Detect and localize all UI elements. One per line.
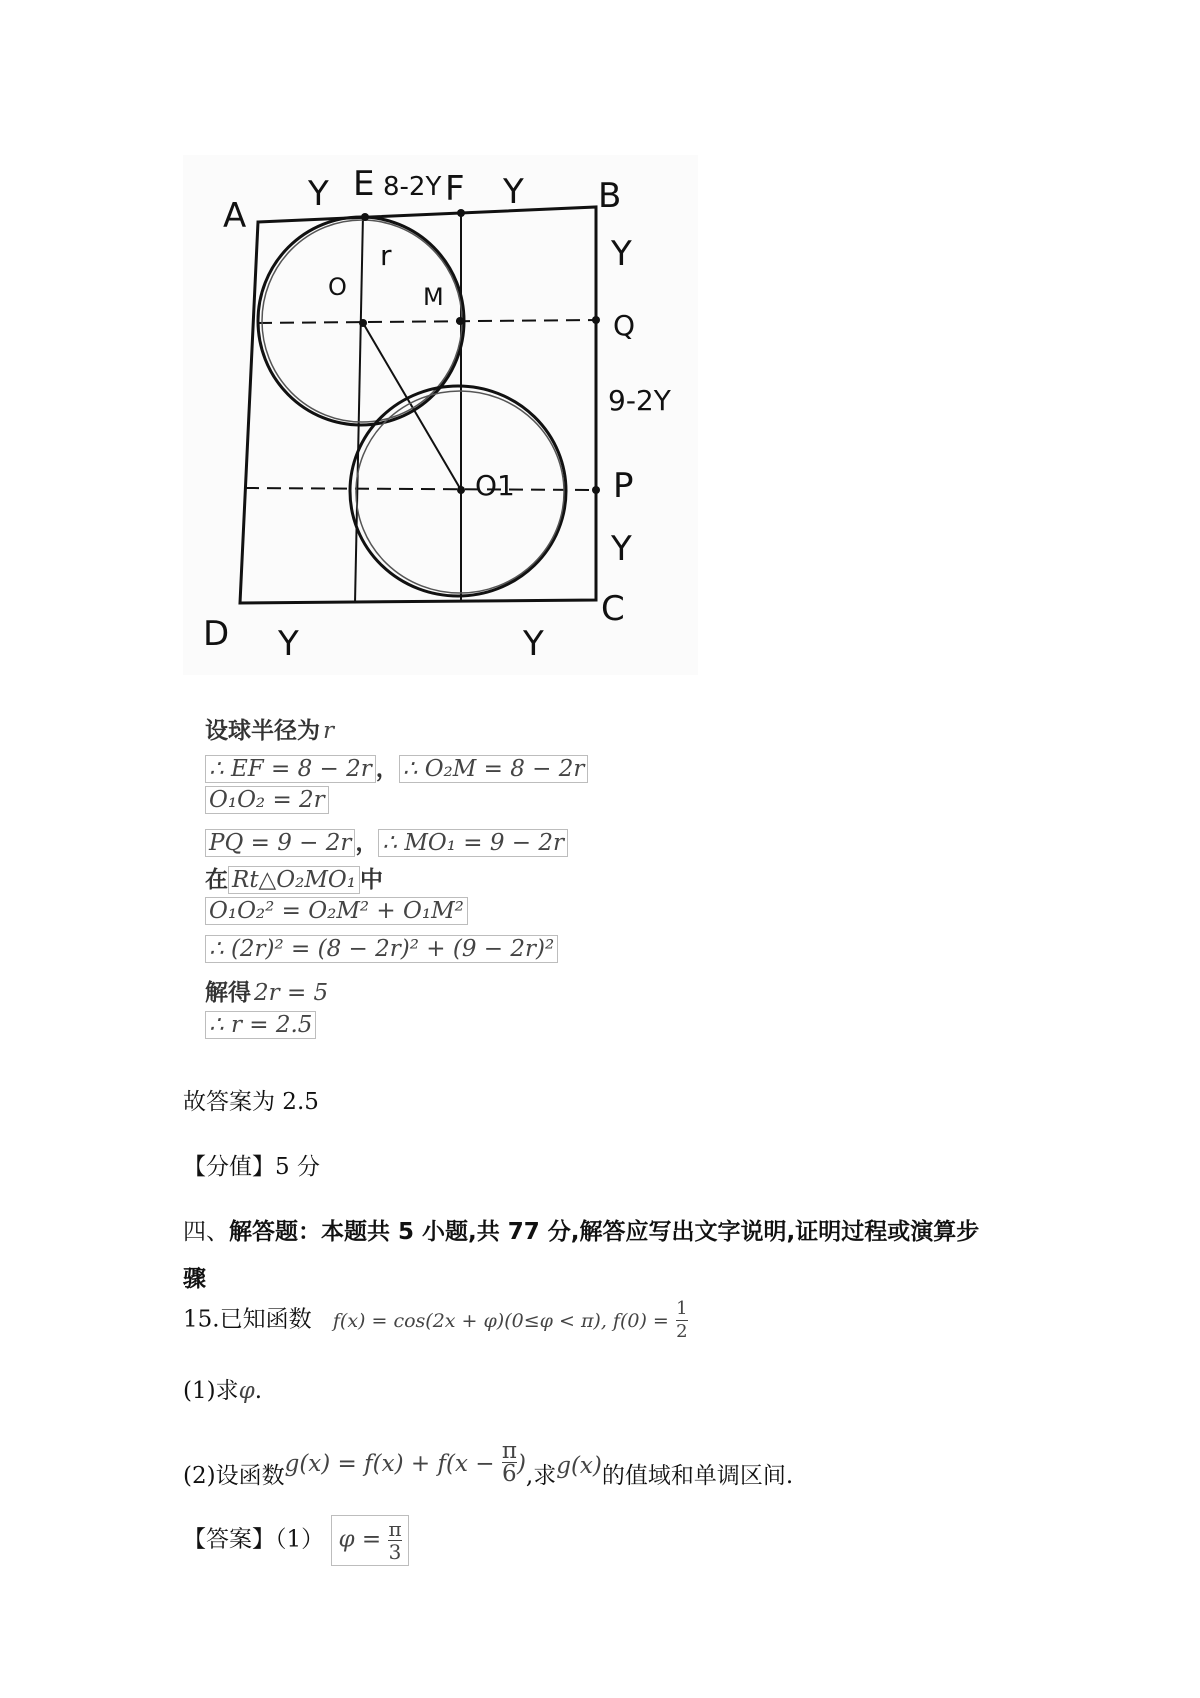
solution-text-2: 中 (359, 867, 383, 893)
solution-math: 2r = 5 (254, 980, 329, 1006)
point-p (592, 486, 600, 494)
question-15 (183, 1298, 688, 1343)
q15-2-frac-num: π (501, 1438, 517, 1464)
label-d: D (203, 614, 230, 654)
label-top-right-r: Y (503, 172, 524, 212)
solution-math: ∴ r = 2.5 (205, 1011, 316, 1039)
label-right-bottom-r: Y (611, 529, 632, 569)
label-q: Q (613, 309, 636, 342)
solution-math: O₁O₂ = 2r (205, 786, 329, 814)
answer-label: 【答案】（1） (183, 1526, 325, 1553)
solution-line-3 (205, 787, 329, 813)
label-m: M (423, 283, 444, 311)
q15-2-frac (502, 1440, 517, 1485)
solution-line-8 (205, 974, 331, 1007)
q15-frac-den: 2 (676, 1321, 688, 1342)
solution-math: ∴ EF = 8 − 2r (205, 755, 376, 783)
solution-line-2 (205, 750, 588, 783)
solution-line-5 (205, 861, 383, 894)
section-prefix: 四、 (183, 1219, 229, 1245)
solution-math: ∴ (2r)² = (8 − 2r)² + (9 − 2r)² (205, 935, 558, 963)
section-title: 解答题：本题共 5 小题,共 77 分,解答应写出文字说明,证明过程或演算步 (229, 1219, 980, 1245)
solution-line-6 (205, 898, 468, 924)
label-b: B (598, 176, 622, 216)
solution-math: Rt△O₂MO₁ (228, 866, 360, 894)
solution-text: 设球半径为 (205, 718, 320, 744)
label-o1: O1 (475, 469, 515, 502)
solution-line-7 (205, 936, 558, 962)
label-bottom-right-r: Y (523, 624, 544, 664)
label-e: E (353, 164, 375, 204)
point-o (359, 319, 367, 327)
geometry-figure (183, 155, 698, 675)
answer-formula: φ = (338, 1526, 382, 1553)
solution-sep: ， (355, 830, 379, 856)
q15-1-var: φ (238, 1378, 255, 1404)
q15-2-prefix: (2)设函数 (183, 1463, 285, 1489)
q15-2-frac-den: 6 (502, 1461, 517, 1487)
label-o-top: O (328, 273, 347, 301)
answer-text: 故答案为 2.5 (183, 1089, 319, 1115)
q15-1-prefix: (1)求 (183, 1378, 239, 1404)
solution-math-2: ∴ O₂M = 8 − 2r (399, 755, 589, 783)
point-q (592, 316, 600, 324)
answer-formula-box (331, 1515, 408, 1566)
q15-1-suffix: . (254, 1378, 263, 1404)
section-heading-cont: 骤 (183, 1266, 206, 1292)
solution-text: 解得 (205, 980, 251, 1006)
solution-math: r (323, 718, 334, 744)
q15-prefix: 15.已知函数 (183, 1306, 312, 1333)
solution-text: 在 (205, 867, 228, 893)
q15-frac (676, 1298, 687, 1343)
solution-math: O₁O₂² = O₂M² + O₁M² (205, 897, 468, 925)
solution-line-1 (205, 712, 337, 745)
q15-2-formula-end: ) (516, 1451, 526, 1477)
point-f (457, 209, 465, 217)
q15-2-mid: ,求 (525, 1463, 557, 1489)
point-m (456, 317, 464, 325)
section-heading (183, 1213, 979, 1246)
answer-frac (388, 1518, 401, 1563)
label-inner-r: r (380, 239, 392, 272)
label-f: F (445, 169, 465, 209)
solution-sep: ， (375, 756, 399, 782)
answer-frac-den: 3 (388, 1540, 402, 1564)
q15-2-gx: g(x) (556, 1453, 602, 1479)
q15-2-formula: g(x) = f(x) + f(x − (284, 1451, 495, 1477)
q15-formula: f(x) = cos(2x + φ)(0≤φ < π), f(0) = (332, 1309, 669, 1332)
answer-frac-num: π (388, 1517, 402, 1541)
question-15-part-1 (183, 1372, 262, 1405)
solution-line-4 (205, 824, 568, 857)
point-o1 (457, 486, 465, 494)
q15-2-suffix: 的值域和单调区间. (601, 1463, 794, 1489)
solution-math: PQ = 9 − 2r (205, 829, 355, 857)
label-right-top-r: Y (611, 234, 632, 274)
answer-part-1 (183, 1515, 409, 1566)
label-c: C (601, 589, 625, 629)
label-a: A (223, 196, 247, 236)
score-text: 【分值】5 分 (183, 1154, 320, 1180)
label-bottom-left-r: Y (278, 624, 299, 664)
label-top-mid: 8-2Y (383, 172, 442, 202)
label-top-left-r: Y (308, 174, 329, 214)
question-15-part-2 (183, 1440, 793, 1490)
solution-line-9 (205, 1012, 316, 1038)
q15-frac-num: 1 (676, 1298, 688, 1319)
point-e (361, 213, 369, 221)
label-right-mid: 9-2Y (608, 384, 671, 417)
solution-math-2: ∴ MO₁ = 9 − 2r (378, 829, 568, 857)
label-p: P (613, 466, 634, 506)
